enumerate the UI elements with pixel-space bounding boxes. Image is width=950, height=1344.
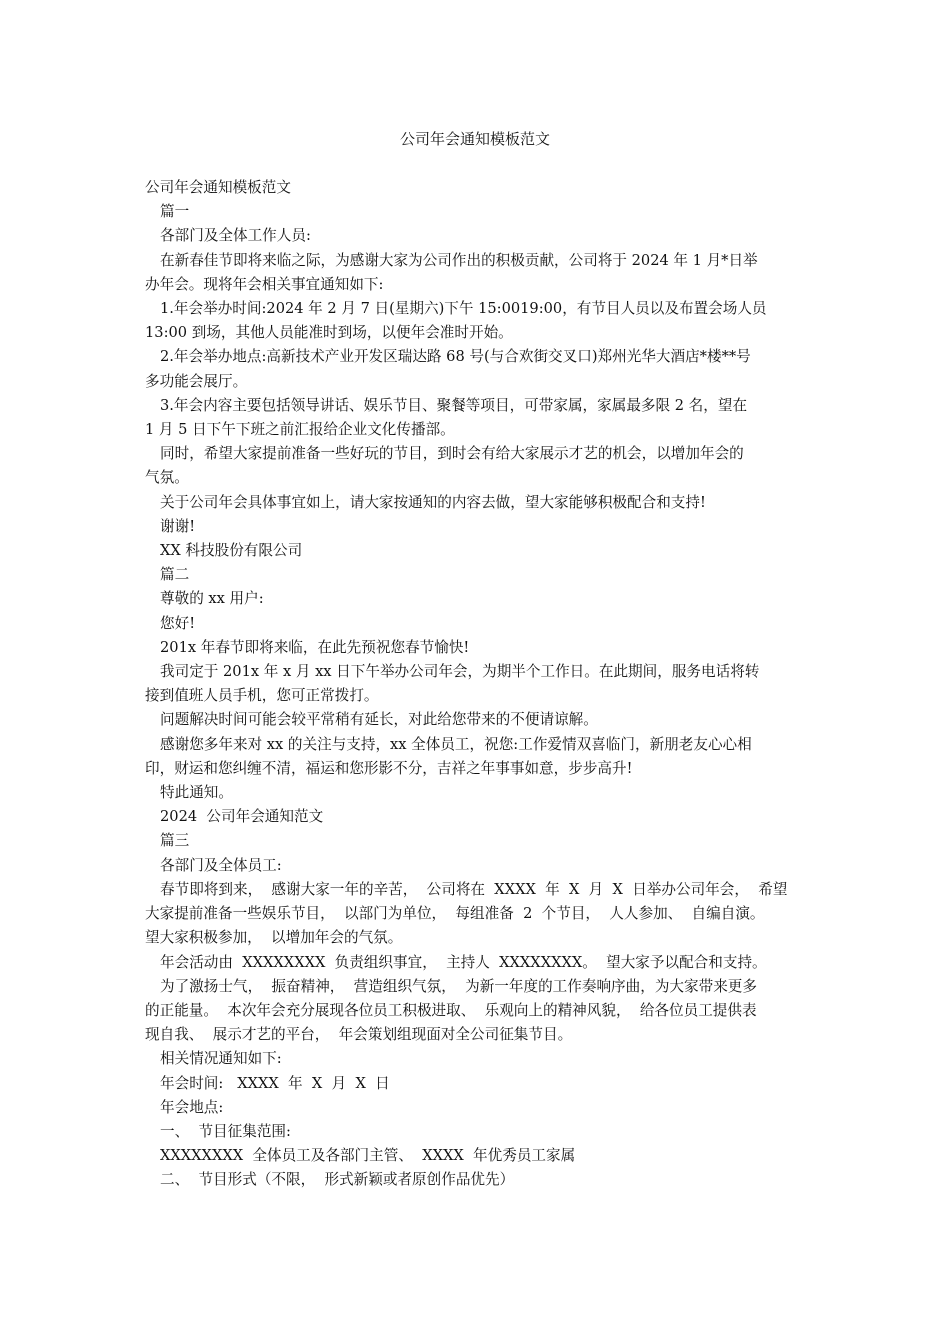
paragraph-line: 13:00 到场，其他人员能准时到场，以便年会准时开始。	[145, 324, 513, 342]
paragraph-line: 您好!	[160, 614, 196, 632]
paragraph-line: 感谢您多年来对 xx 的关注与支持，xx 全体员工，祝您:工作爱情双喜临门，新朋老友心心相	[160, 735, 752, 753]
paragraph-line: 特此通知。	[160, 784, 233, 802]
paragraph-line: 相关情况通知如下:	[160, 1050, 282, 1068]
paragraph-line: 各部门及全体员工:	[160, 856, 282, 874]
paragraph-line: 年会活动由 XXXXXXXX 负责组织事宜， 主持人 XXXXXXXX。 望大家予以配合和支持。	[160, 953, 767, 971]
paragraph-line: 办年会。现将年会相关事宜通知如下:	[145, 275, 384, 293]
section-heading-2: 篇二	[160, 566, 190, 584]
paragraph-line: 同时，希望大家提前准备一些好玩的节目，到时会有给大家展示才艺的机会，以增加年会的	[160, 445, 744, 463]
paragraph-line: 1 月 5 日下午下班之前汇报给企业文化传播部。	[145, 421, 455, 439]
paragraph-line: 问题解决时间可能会较平常稍有延长，对此给您带来的不便请谅解。	[160, 711, 598, 729]
paragraph-line: 为了激扬士气， 振奋精神， 营造组织气氛， 为新一年度的工作奏响序曲，为大家带来更多	[160, 977, 757, 995]
paragraph-line: 尊敬的 xx 用户:	[160, 590, 264, 608]
paragraph-line: 年会时间: XXXX 年 X 月 X 日	[160, 1074, 390, 1092]
paragraph-line: 在新春佳节即将来临之际，为感谢大家为公司作出的积极贡献，公司将于 2024 年 1 月*日举	[160, 251, 758, 269]
paragraph-line: 201x 年春节即将来临，在此先预祝您春节愉快!	[160, 638, 470, 656]
paragraph-line: 3.年会内容主要包括领导讲话、娱乐节目、聚餐等项目，可带家属，家属最多限 2 名，望在	[160, 396, 748, 414]
paragraph-line: 印，财运和您纠缠不清，福运和您形影不分，吉祥之年事事如意，步步高升!	[145, 759, 633, 777]
paragraph-line: 1.年会举办时间:2024 年 2 月 7 日(星期六)下午 15:0019:00，有节目人员以及布置会场人员	[160, 300, 767, 318]
paragraph-line: 年会地点:	[160, 1098, 224, 1116]
paragraph-line: 多功能会展厅。	[145, 372, 248, 390]
document-title: 公司年会通知模板范文	[399, 130, 550, 148]
paragraph-line: 各部门及全体工作人员:	[160, 227, 311, 245]
paragraph-line: 2024 公司年会通知范文	[160, 808, 324, 826]
paragraph-line: 现自我、 展示才艺的平台， 年会策划组现面对全公司征集节目。	[145, 1026, 573, 1044]
paragraph-line: 谢谢!	[160, 517, 196, 535]
section-heading-1: 篇一	[160, 203, 190, 221]
paragraph-line: 大家提前准备一些娱乐节目， 以部门为单位， 每组准备 2 个节目， 人人参加、 自编自演。	[145, 905, 765, 923]
paragraph-line: 2.年会举办地点:高新技术产业开发区瑞达路 68 号(与合欢街交叉口)郑州光华大酒店*楼**号	[160, 348, 751, 366]
paragraph-line: 我司定于 201x 年 x 月 xx 日下午举办公司年会，为期半个工作日。在此期间，服务电话将转	[160, 663, 760, 681]
signature-line: XX 科技股份有限公司	[160, 542, 303, 560]
section-heading-3: 篇三	[160, 832, 190, 850]
paragraph-line: 春节即将到来， 感谢大家一年的辛苦， 公司将在 XXXX 年 X 月 X 日举办公司年会， 希望	[160, 880, 788, 898]
paragraph-line: 望大家积极参加， 以增加年会的气氛。	[145, 929, 403, 947]
paragraph-line: 接到值班人员手机，您可正常拨打。	[145, 687, 379, 705]
paragraph-line: 气氛。	[145, 469, 189, 487]
paragraph-line: 关于公司年会具体事宜如上，请大家按通知的内容去做，望大家能够积极配合和支持!	[160, 493, 706, 511]
document-body	[145, 176, 805, 1193]
document-subtitle: 公司年会通知模板范文	[145, 179, 291, 196]
paragraph-line: 一、 节目征集范围:	[160, 1122, 291, 1140]
paragraph-line: XXXXXXXX 全体员工及各部门主管、 XXXX 年优秀员工家属	[160, 1147, 576, 1165]
paragraph-line: 的正能量。 本次年会充分展现各位员工积极进取、 乐观向上的精神风貌， 给各位员工提供表	[145, 1001, 757, 1019]
paragraph-line: 二、 节目形式（不限， 形式新颖或者原创作品优先）	[160, 1171, 515, 1189]
